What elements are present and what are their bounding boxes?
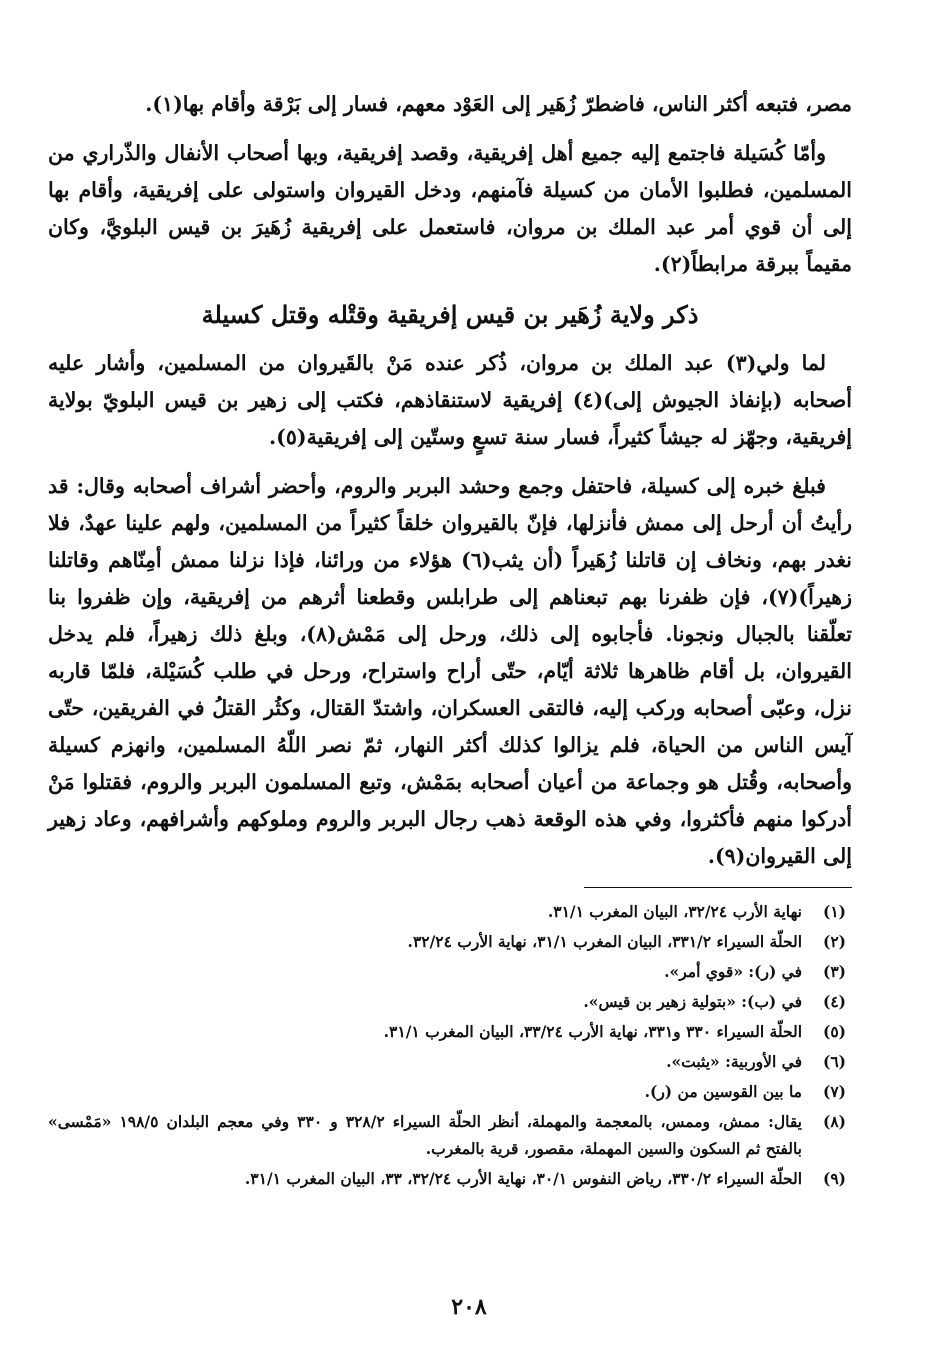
footnotes [48, 898, 852, 1192]
footnote-number: (١) [822, 902, 846, 921]
footnote-number: (٧) [822, 1082, 846, 1101]
footnote [48, 1078, 852, 1105]
footnote-divider [584, 887, 852, 888]
footnote [48, 958, 852, 985]
footnote-text: يقال: ممش، وممس، بالمعجمة والمهملة، أنظر الحلّة السيراء ٣٢٨/٢ و ٣٣٠ وفي معجم البلدان ١٩٨/٥ «مَمْسى» بالفتح ثم السكون والسين المهملة، مقصور، قرية بالمغرب. [48, 1112, 802, 1158]
footnote [48, 1048, 852, 1075]
footnote-text: ما بين القوسين من (ر). [644, 1082, 802, 1101]
body-paragraph: فبلغ خبره إلى كسيلة، فاحتفل وجمع وحشد البربر والروم، وأحضر أشراف أصحابه وقال: قد رأيتُ أن أرحل إلى ممش فأنزلها، فإنّ بالقيروان خلقاً كثيراً من المسلمين، ولهم علينا عهدٌ، فلا نغدر بهم، ونخاف إن قاتلنا زُهَيراً (أن يثب(٦) هؤلاء من ورائنا، فإذا نزلنا ممش أمِنّاهم وقاتلنا زهيراً)(٧)، فإن ظفرنا بهم تبعناهم إلى طرابلس وقطعنا أثرهم من إفريقية، وإن ظفروا بنا تعلّقنا بالجبال ونجونا. فأجابوه إلى ذلك، ورحل إلى مَمْش(٨)، وبلغ ذلك زهيراً، فلم يدخل القيروان، بل أقام ظاهرها ثلاثة أيّام، حتّى أراح واستراح، ورحل في طلب كُسَيْلة، فلمّا قاربه نزل، وعبّى أصحابه وركب إليه، فالتقى العسكران، واشتدّ القتال، وكثُر القتلُ في الفريقين، حتّى آيس الناس من الحياة، فلم يزالوا كذلك أكثر النهار، ثمّ نصر اللّهُ المسلمين، وانهزم كسيلة وأصحابه، وقُتل هو وجماعة من أعيان أصحابه بمَمْش، وتبع المسلمون البربر والروم، فقتلوا مَنْ أدركوا منهم فأكثروا، وفي هذه الوقعة ذهب رجال البربر والروم وملوكهم وأشرافهم، وعاد زهير إلى القيروان(٩). [48, 474, 853, 868]
footnote-number: (٨) [822, 1112, 846, 1131]
footnote [48, 1108, 852, 1162]
footnote-text: في الأوربية: «يثبت». [666, 1052, 802, 1071]
footnote-number: (٩) [822, 1169, 846, 1188]
footnote-number: (٥) [822, 1022, 846, 1041]
footnote-text: نهاية الأرب ٣٢/٢٤، البيان المغرب ٣١/١. [547, 902, 802, 921]
page-number: ٢٠٨ [451, 1294, 487, 1320]
footnote-text: في (ب): «بتولية زهير بن قيس». [583, 992, 802, 1011]
body-paragraph: مصر، فتبعه أكثر الناس، فاضطرّ زُهَير إلى العَوْد معهم، فسار إلى بَرْقة وأقام بها(١). [145, 92, 852, 116]
body-paragraph: لما ولي(٣) عبد الملك بن مروان، ذُكر عنده مَنْ بالقَيروان من المسلمين، وأشار عليه أصحابه (بإنفاذ الجيوش إلى)(٤) إفريقية لاستنقاذهم، فكتب إلى زهير بن قيس البلويّ بولاية إفريقية، وجهّز له جيشاً كثيراً، فسار سنة تسعٍ وستّين إلى إفريقية(٥). [48, 351, 852, 449]
footnote-text: الحلّة السيراء ٣٣٠/٢، رياض النفوس ٣٠/١، نهاية الأرب ٣٢/٢٤، ٣٣، البيان المغرب ٣١/١. [244, 1169, 802, 1188]
section-heading: ذكر ولاية زُهَير بن قيس إفريقية وقتْله وقتل كسيلة [201, 300, 699, 329]
page-content [48, 86, 852, 1195]
footnote-number: (٤) [822, 992, 846, 1011]
footnote-number: (٢) [822, 932, 846, 951]
body-paragraph: وأمّا كُسَيلة فاجتمع إليه جميع أهل إفريقية، وقصد إفريقية، وبها أصحاب الأنفال والذّراري من المسلمين، فطلبوا الأمان من كسيلة فآمنهم، ودخل القيروان واستولى على إفريقية، وأقام بها إلى أن قوي أمر عبد الملك بن مروان، فاستعمل على إفريقية زُهَيرَ بن قيس البلويَّ، وكان مقيماً ببرقة مرابطاً(٢). [48, 141, 852, 276]
footnote-text: في (ر): «قوي أمر». [664, 962, 802, 981]
footnote [48, 1018, 852, 1045]
footnote [48, 928, 852, 955]
footnote-number: (٦) [822, 1052, 846, 1071]
footnote [48, 1165, 852, 1192]
footnote-text: الحلّة السيراء ٣٣٠ و٣٣١، نهاية الأرب ٣٣/٢٤، البيان المغرب ٣١/١. [383, 1022, 802, 1041]
footnote [48, 988, 852, 1015]
footnote-number: (٣) [822, 962, 846, 981]
footnote [48, 898, 852, 925]
footnote-text: الحلّة السيراء ٣٣١/٢، البيان المغرب ٣١/١، نهاية الأرب ٣٢/٢٤. [407, 932, 802, 951]
